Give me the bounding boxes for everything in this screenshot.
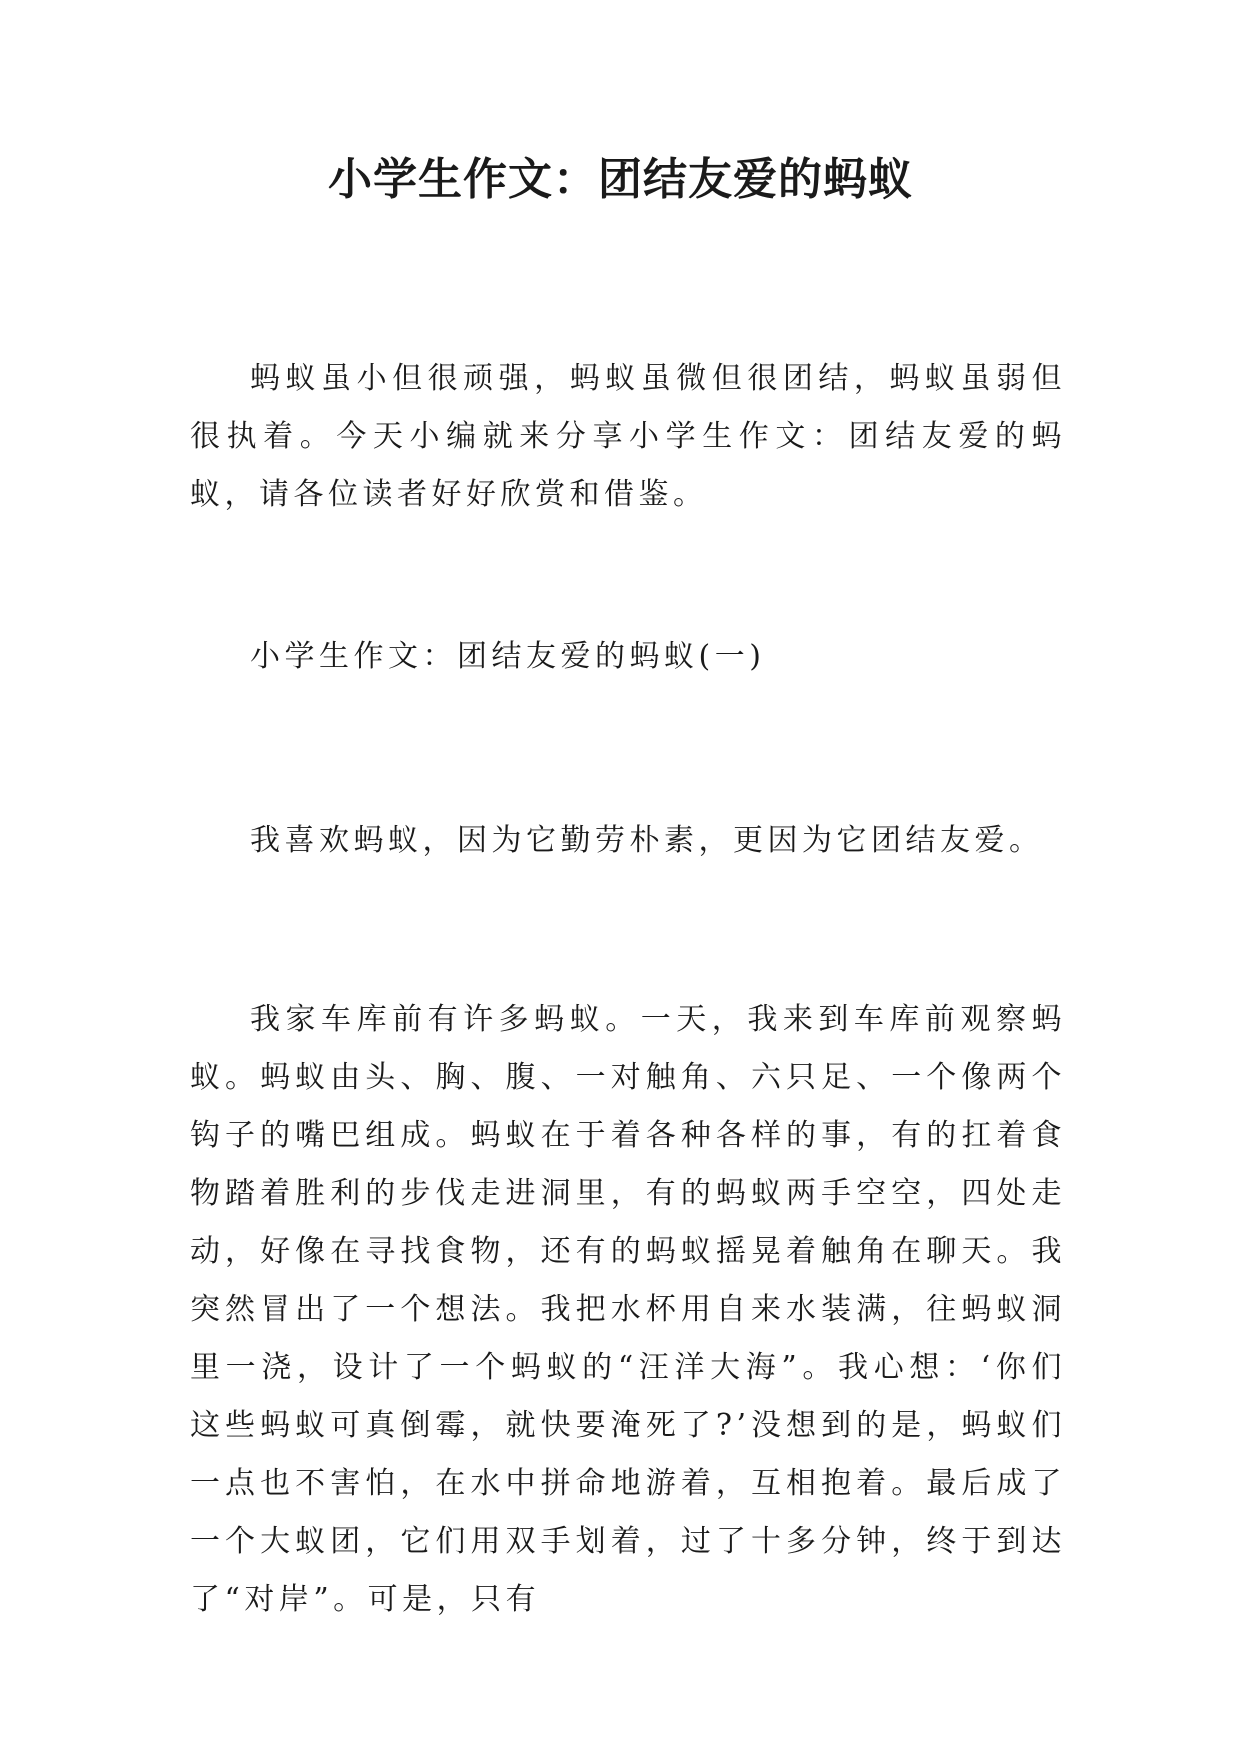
section-heading: 小学生作文：团结友爱的蚂蚁(一): [250, 639, 766, 674]
intro-paragraph: 蚂蚁虽小但很顽强，蚂蚁虽微但很团结，蚂蚁虽弱但很执着。今天小编就来分享小学生作文：团结友爱的蚂蚁，请各位读者好好欣赏和借鉴。: [190, 361, 1066, 512]
body-paragraph: 我家车库前有许多蚂蚁。一天，我来到车库前观察蚂蚁。蚂蚁由头、胸、腹、一对触角、六只足、一个像两个钩子的嘴巴组成。蚂蚁在于着各种各样的事，有的扛着食物踏着胜利的步伐走进洞里，有的蚂蚁两手空空，四处走动，好像在寻找食物，还有的蚂蚁摇晃着触角在聊天。我突然冒出了一个想法。我把水杯用自来水装满，往蚂蚁洞里一浇，设计了一个蚂蚁的“汪洋大海”。我心想：‘你们这些蚂蚁可真倒霉，就快要淹死了?’没想到的是，蚂蚁们一点也不害怕，在水中拼命地游着，互相抱着。最后成了一个大蚁团，它们用双手划着，过了十多分钟，终于到达了“对岸”。可是，只有: [190, 1002, 1066, 1617]
document-title: 小学生作文：团结友爱的蚂蚁: [328, 154, 913, 205]
body-paragraph: 我喜欢蚂蚁，因为它勤劳朴素，更因为它团结友爱。: [250, 823, 1044, 858]
